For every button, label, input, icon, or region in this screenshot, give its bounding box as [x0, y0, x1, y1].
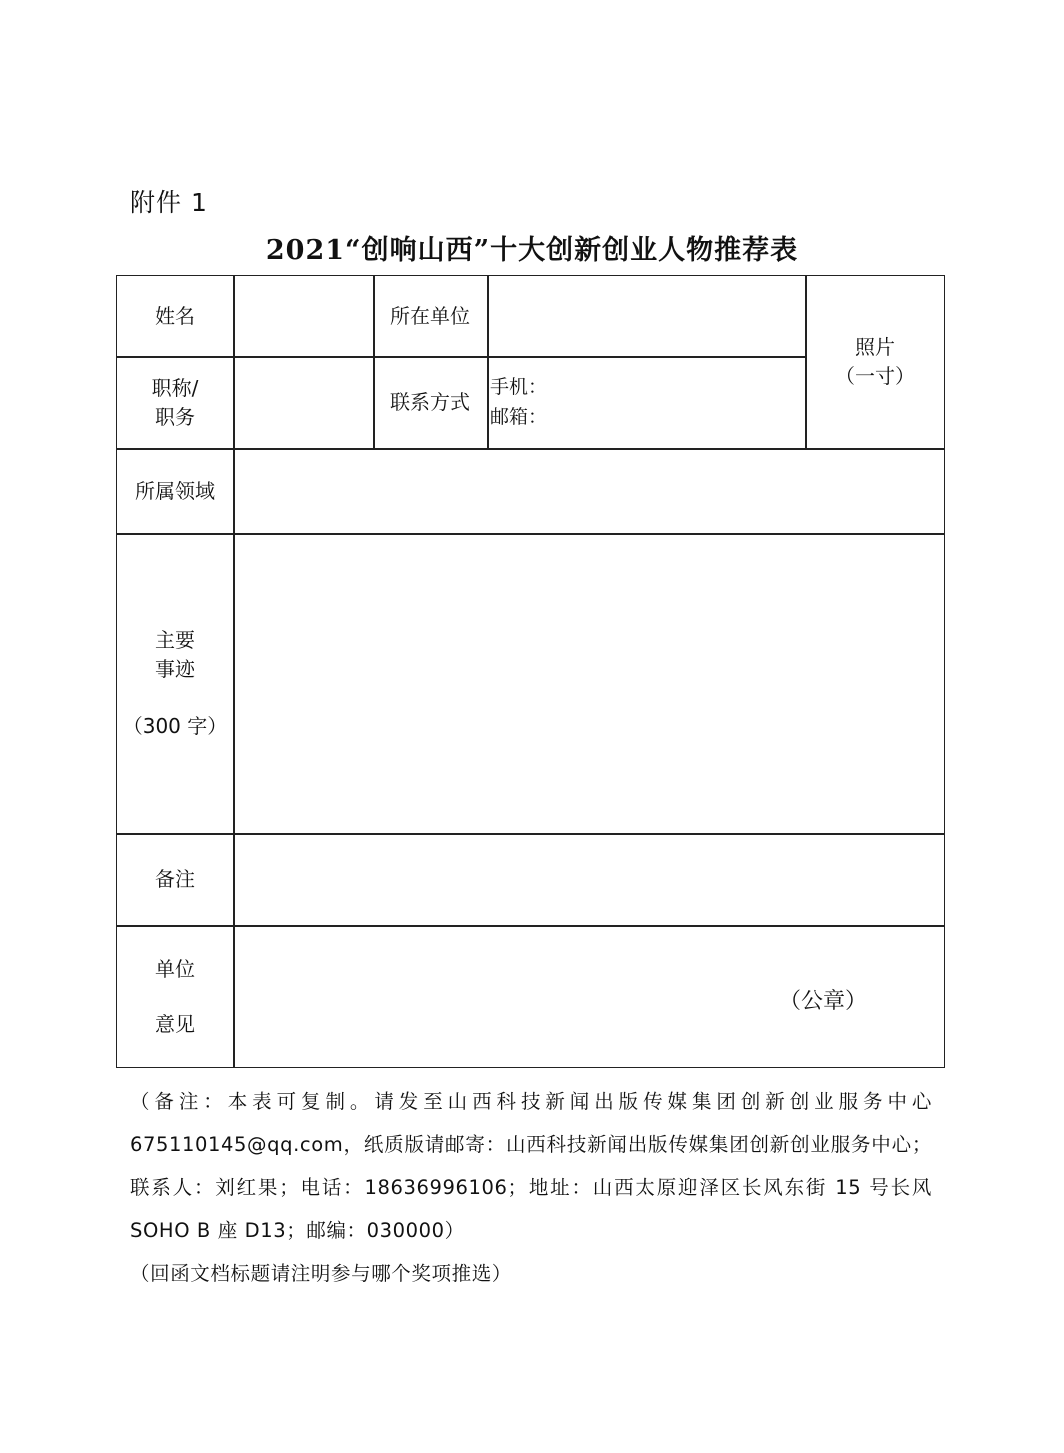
email-label: 邮箱：: [490, 406, 548, 428]
name-label: 姓名: [155, 303, 195, 328]
contact-label: 联系方式: [390, 390, 470, 414]
job-title-label-line2: 职务: [155, 404, 195, 429]
main-deeds-field[interactable]: [235, 536, 942, 832]
main-deeds-label-line1: 主要: [155, 628, 195, 652]
notes-block: [130, 1080, 932, 1295]
field-domain-field[interactable]: [235, 451, 942, 532]
unit-label: 所在单位: [390, 303, 470, 328]
remarks-label: 备注: [155, 867, 195, 891]
notes-line: 675110145@qq.com，纸质版请邮寄：山西科技新闻出版传媒集团创新创业服务中心；: [130, 1133, 932, 1156]
job-title-field[interactable]: [235, 359, 372, 447]
unit-opinion-label: [117, 926, 233, 1067]
notes-line: SOHO B 座 D13；邮编：030000）: [130, 1219, 465, 1242]
photo-size-label: （一寸）: [835, 364, 915, 388]
photo-box[interactable]: [806, 276, 944, 448]
unit-field[interactable]: [489, 278, 804, 355]
row-divider: [117, 833, 944, 835]
row-divider: [117, 448, 944, 450]
remarks-field[interactable]: [235, 836, 942, 924]
form-title: 2021“创响山西”十大创新创业人物推荐表: [265, 235, 799, 266]
notes-line: （备注：本表可复制。请发至山西科技新闻出版传媒集团创新创业服务中心: [130, 1090, 932, 1113]
phone-label: 手机：: [490, 376, 548, 398]
photo-label: 照片: [855, 335, 895, 359]
contact-field[interactable]: [490, 372, 802, 432]
unit-opinion-label-line2: 意见: [155, 1011, 195, 1036]
notes-line: （回函文档标题请注明参与哪个奖项推选）: [130, 1262, 512, 1285]
job-title-label: [117, 357, 233, 448]
name-field[interactable]: [235, 278, 372, 355]
main-deeds-label-line3: （300 字）: [122, 714, 228, 738]
unit-opinion-label-line1: 单位: [155, 956, 195, 981]
notes-line: 联系人：刘红果；电话：18636996106；地址：山西太原迎泽区长风东街 15 号长风: [130, 1176, 932, 1199]
job-title-label-line1: 职称/: [151, 375, 199, 400]
official-seal-label: （公章）: [779, 989, 868, 1014]
row-divider: [117, 925, 944, 927]
main-deeds-label: [117, 534, 233, 833]
field-domain-label: 所属领域: [135, 478, 215, 503]
attachment-label: 附件 1: [130, 188, 208, 217]
row-divider: [117, 533, 944, 535]
recommendation-form-table: [116, 275, 945, 1068]
main-deeds-label-line2: 事迹: [155, 657, 195, 681]
